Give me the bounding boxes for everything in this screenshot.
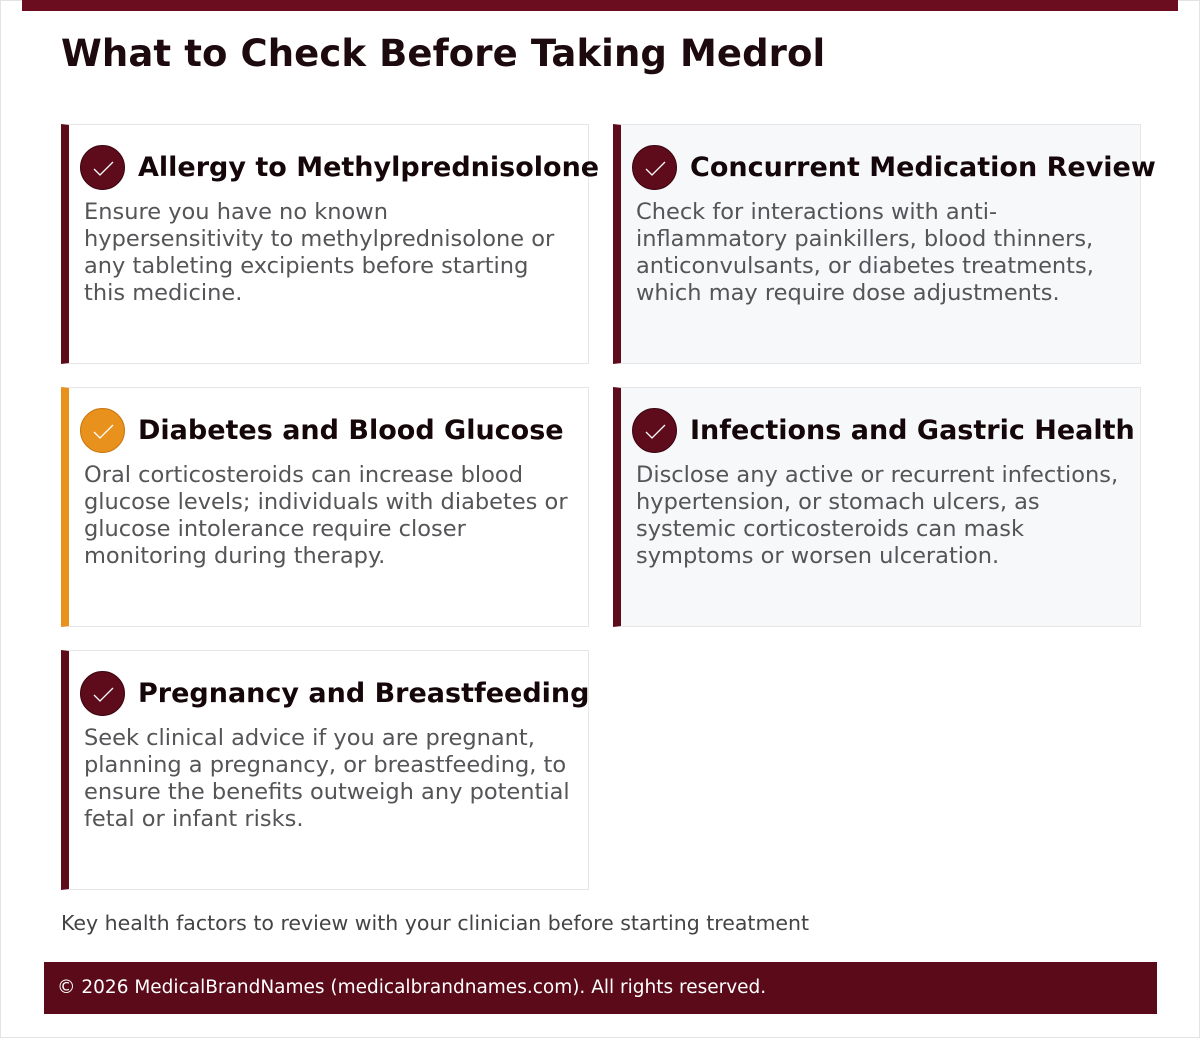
card-description: Oral corticosteroids can increase blood glucose levels; individuals with diabetes or glucose intolerance require closer monitoring during therapy. — [84, 462, 568, 569]
card-title: Pregnancy and Breastfeeding — [138, 678, 590, 709]
check-card-allergy — [61, 124, 600, 364]
check-circle-icon — [80, 671, 125, 716]
check-circle-icon — [80, 145, 125, 190]
card-title: Diabetes and Blood Glucose — [138, 415, 564, 446]
check-card-infections — [613, 387, 1141, 627]
card-title: Infections and Gastric Health — [690, 415, 1135, 446]
card-description: Ensure you have no known hypersensitivity to methylprednisolone or any tableting excipients before starting this medicine. — [84, 199, 555, 306]
card-description: Check for interactions with anti-inflammatory painkillers, blood thinners, anticonvulsants, or diabetes treatments, which may require dose adjustments. — [636, 199, 1094, 306]
footer-bar — [44, 962, 1157, 1014]
check-circle-icon — [632, 145, 677, 190]
page-title: What to Check Before Taking Medrol — [61, 32, 826, 75]
copyright-notice: © 2026 MedicalBrandNames (medicalbrandnames.com). All rights reserved. — [57, 977, 767, 998]
check-circle-icon — [80, 408, 125, 453]
check-circle-icon — [632, 408, 677, 453]
card-description: Disclose any active or recurrent infections, hypertension, or stomach ulcers, as systemic corticosteroids can mask symptoms or worsen ulceration. — [636, 462, 1119, 569]
check-card-pregnancy — [61, 650, 589, 890]
figure-caption: Key health factors to review with your clinician before starting treatment — [61, 911, 810, 935]
top-accent-bar — [22, 0, 1178, 11]
check-card-diabetes — [61, 387, 589, 627]
card-title: Allergy to Methylprednisolone — [138, 152, 600, 183]
check-card-medication-review — [613, 124, 1156, 364]
card-description: Seek clinical advice if you are pregnant, planning a pregnancy, or breastfeeding, to ensure the benefits outweigh any potential fetal or infant risks. — [84, 725, 570, 832]
card-title: Concurrent Medication Review — [690, 152, 1156, 183]
